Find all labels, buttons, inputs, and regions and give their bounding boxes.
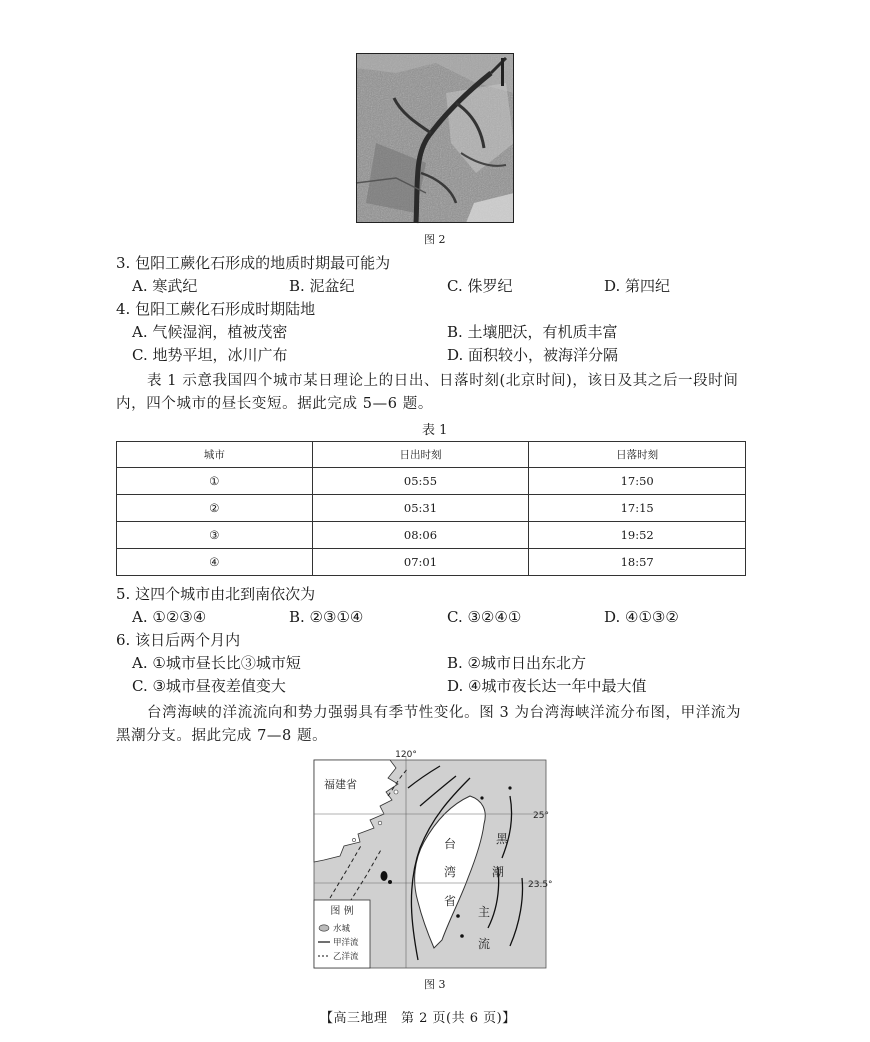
cell-sunrise: 05:55 [312,468,529,495]
question-6-option-c: C. ③城市昼夜差值变大 [132,677,286,695]
table-header-row [117,442,746,468]
figure-3-caption: 图 3 [424,978,446,991]
question-4-option-b: B. 土壤肥沃，有机质丰富 [447,323,618,341]
cell-sunset: 19:52 [529,522,746,549]
cell-city: ④ [117,549,313,576]
table-1 [116,441,746,576]
question-3-option-a: A. 寒武纪 [132,277,198,295]
header-sunset: 日落时刻 [529,442,746,468]
question-5-option-c: C. ③②④① [447,608,522,626]
question-5-option-d: D. ④①③② [604,608,679,626]
legend-item-2: 甲洋流 [333,938,359,948]
cell-sunset: 17:15 [529,495,746,522]
label-kuroshio-1: 黑 [496,832,509,846]
figure-2-caption: 图 2 [424,233,446,246]
cell-city: ② [117,495,313,522]
table-row [117,549,746,576]
lat-23-5-label: 23.5° [528,880,553,890]
intro-5-6-line-2: 内，四个城市的昼长变短。据此完成 5—6 题。 [116,396,433,412]
label-kuroshio-4: 流 [478,937,491,951]
fossil-photo [356,53,514,223]
taiwan-strait-map [300,748,553,972]
label-kuroshio-2: 潮 [492,865,505,879]
table-1-title: 表 1 [422,423,448,438]
cell-city: ③ [117,522,313,549]
question-3-option-b: B. 泥盆纪 [289,277,355,295]
question-6-option-b: B. ②城市日出东北方 [447,654,587,672]
question-4-stem: 4. 包阳工蕨化石形成时期陆地 [116,300,316,318]
label-taiwan-2: 湾 [444,865,457,879]
header-sunrise: 日出时刻 [312,442,529,468]
table-row [117,522,746,549]
intro-7-8-line-1: 台湾海峡的洋流流向和势力强弱具有季节性变化。图 3 为台湾海峡洋流分布图，甲洋流为 [147,705,742,721]
question-6-option-a: A. ①城市昼长比③城市短 [132,654,301,672]
cell-sunrise: 08:06 [312,522,529,549]
cell-sunrise: 07:01 [312,549,529,576]
legend-title: 图 例 [330,906,354,917]
figure-3-map [300,748,553,972]
header-city: 城市 [117,442,313,468]
question-5-option-b: B. ②③①④ [289,608,364,626]
question-3-option-c: C. 侏罗纪 [447,277,513,295]
question-6-option-d: D. ④城市夜长达一年中最大值 [447,677,647,695]
legend-item-1: 水城 [333,924,351,934]
label-taiwan-1: 台 [444,837,457,851]
page-footer: 【高三地理 第 2 页(共 6 页)】 [320,1011,516,1026]
intro-5-6-line-1: 表 1 示意我国四个城市某日理论上的日出、日落时刻(北京时间)，该日及其之后一段时间 [147,373,739,389]
legend-shallows-icon [319,925,329,931]
cell-city: ① [117,468,313,495]
question-3-option-d: D. 第四纪 [604,277,671,295]
question-4-option-c: C. 地势平坦，冰川广布 [132,346,288,364]
lat-25-label: 25° [533,811,549,821]
question-5-option-a: A. ①②③④ [132,608,207,626]
question-4-option-d: D. 面积较小，被海洋分隔 [447,346,619,364]
question-6-stem: 6. 该日后两个月内 [116,631,241,649]
label-kuroshio-3: 主 [478,905,491,919]
lon-120-label: 120° [395,750,417,760]
cell-sunset: 17:50 [529,468,746,495]
cell-sunset: 18:57 [529,549,746,576]
legend-item-3: 乙洋流 [333,952,359,962]
figure-2 [356,53,514,223]
cell-sunrise: 05:31 [312,495,529,522]
question-5-stem: 5. 这四个城市由北到南依次为 [116,585,316,603]
question-4-option-a: A. 气候湿润，植被茂密 [132,323,288,341]
shallows-marker [381,871,388,881]
table-row [117,468,746,495]
question-3-stem: 3. 包阳工蕨化石形成的地质时期最可能为 [116,254,391,272]
label-taiwan-3: 省 [444,894,457,908]
intro-7-8-line-2: 黑潮分支。据此完成 7—8 题。 [116,728,328,744]
table-row [117,495,746,522]
label-fujian: 福建省 [324,778,357,791]
